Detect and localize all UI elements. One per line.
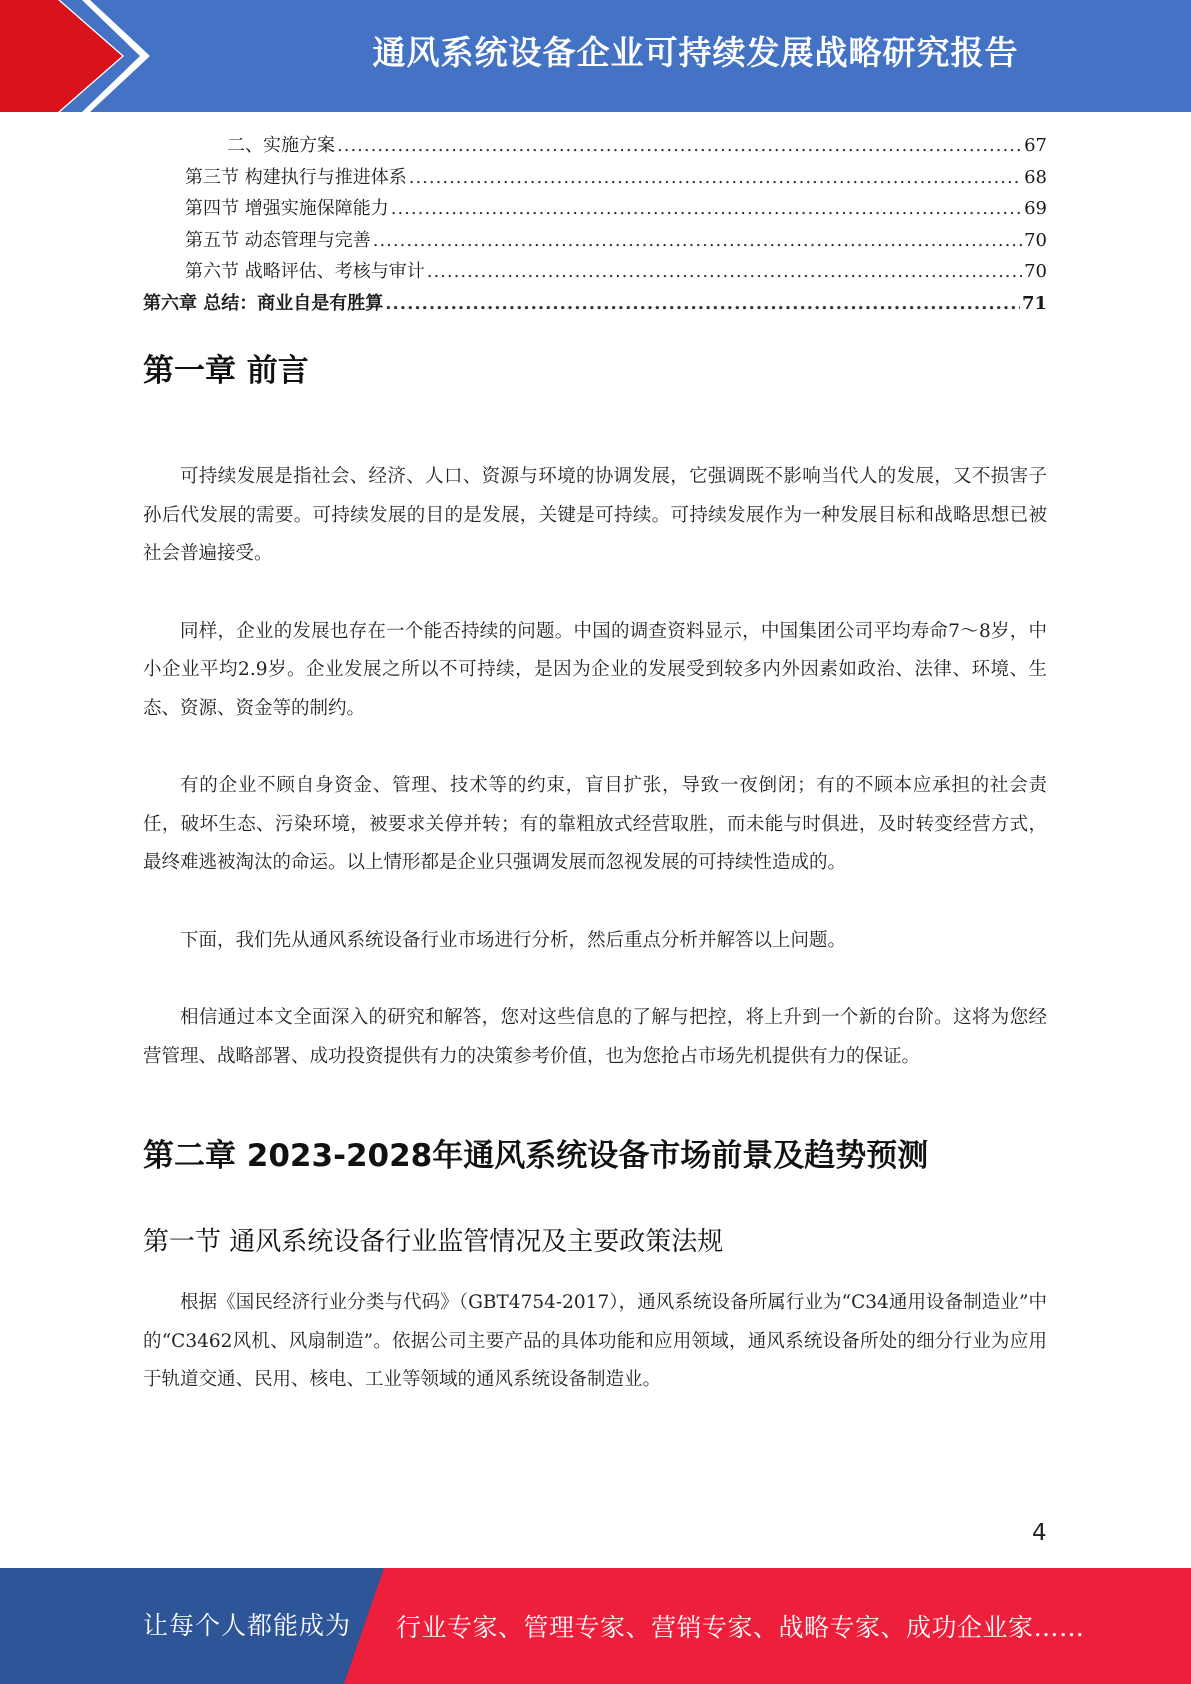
toc-entry-page: 70: [1024, 229, 1047, 251]
body-paragraph: 相信通过本文全面深入的研究和解答，您对这些信息的了解与把控，将上升到一个新的台阶。这将为您经营管理、战略部署、成功投资提供有力的决策参考价值，也为您抢占市场先机提供有力的保证。: [143, 1007, 1047, 1067]
toc-leader-dots: [337, 135, 1022, 156]
header-arrow-graphic: [0, 0, 150, 112]
body-paragraph: 同样，企业的发展也存在一个能否持续的问题。中国的调查资料显示，中国集团公司平均寿命7～8岁，中小企业平均2.9岁。企业发展之所以不可持续，是因为企业的发展受到较多内外因素如政治、法律、环境、生态、资源、资金等的制约。: [143, 620, 1047, 719]
body-paragraph: 有的企业不顾自身资金、管理、技术等的约束，盲目扩张，导致一夜倒闭；有的不顾本应承担的社会责任，破坏生态、污染环境，被要求关停并转；有的靠粗放式经营取胜，而未能与时俱进，及时转变经营方式，最终难逃被淘汰的命运。以上情形都是企业只强调发展而忽视发展的可持续性造成的。: [143, 775, 1047, 873]
toc-entry-page: 67: [1024, 135, 1047, 156]
toc-entry-page: 71: [1021, 292, 1047, 314]
table-of-contents: [143, 131, 1047, 320]
page-footer: [0, 1568, 1191, 1684]
toc-entry-label: 第六节 战略评估、考核与审计: [185, 261, 425, 282]
toc-leader-dots: [409, 167, 1022, 188]
toc-entry-label: 第六章 总结：商业自是有胜算: [143, 292, 384, 314]
toc-leader-dots: [373, 230, 1022, 251]
page-number: 4: [1032, 1520, 1047, 1546]
toc-entry[interactable]: [143, 194, 1047, 226]
toc-leader-dots: [385, 293, 1020, 314]
toc-entry-label: 第四节 增强实施保障能力: [185, 198, 389, 219]
toc-entry-page: 69: [1024, 198, 1047, 219]
body-paragraph: 可持续发展是指社会、经济、人口、资源与环境的协调发展，它强调既不影响当代人的发展，又不损害子孙后代发展的需要。可持续发展的目的是发展，关键是可持续。可持续发展作为一种发展目标和战略思想已被社会普遍接受。: [143, 466, 1047, 564]
chapter-heading: 第二章 2023-2028年通风系统设备市场前景及趋势预测: [143, 1138, 929, 1174]
footer-slogan-left: 让每个人都能成为: [143, 1611, 352, 1640]
section-heading: 第一节 通风系统设备行业监管情况及主要政策法规: [143, 1227, 724, 1257]
toc-entry-label: 第五节 动态管理与完善: [185, 229, 371, 251]
main-content: [143, 345, 1047, 1400]
body-paragraph: 下面，我们先从通风系统设备行业市场进行分析，然后重点分析并解答以上问题。: [180, 929, 847, 951]
toc-entry[interactable]: [143, 131, 1047, 163]
toc-entry-label: 第三节 构建执行与推进体系: [185, 166, 407, 188]
toc-leader-dots: [427, 261, 1022, 282]
toc-entry-page: 68: [1024, 166, 1047, 188]
toc-entry-label: 二、实施方案: [227, 135, 335, 156]
toc-leader-dots: [391, 198, 1022, 219]
chapter-heading: 第一章 前言: [143, 353, 309, 389]
toc-entry[interactable]: [143, 226, 1047, 258]
body-paragraph: 根据《国民经济行业分类与代码》（GBT4754-2017），通风系统设备所属行业为“C34通用设备制造业”中的“C3462风机、风扇制造”。依据公司主要产品的具体功能和应用领域，通风系统设备所处的细分行业为应用于轨道交通、民用、核电、工业等领域的通风系统设备制造业。: [143, 1292, 1047, 1390]
toc-entry[interactable]: [143, 289, 1047, 321]
toc-entry[interactable]: [143, 163, 1047, 195]
toc-entry[interactable]: [143, 257, 1047, 289]
toc-entry-page: 70: [1024, 261, 1047, 282]
report-title: 通风系统设备企业可持续发展战略研究报告: [372, 33, 1019, 72]
page-header: [0, 0, 1191, 112]
footer-slogan-right: 行业专家、管理专家、营销专家、战略专家、成功企业家……: [396, 1613, 1085, 1642]
